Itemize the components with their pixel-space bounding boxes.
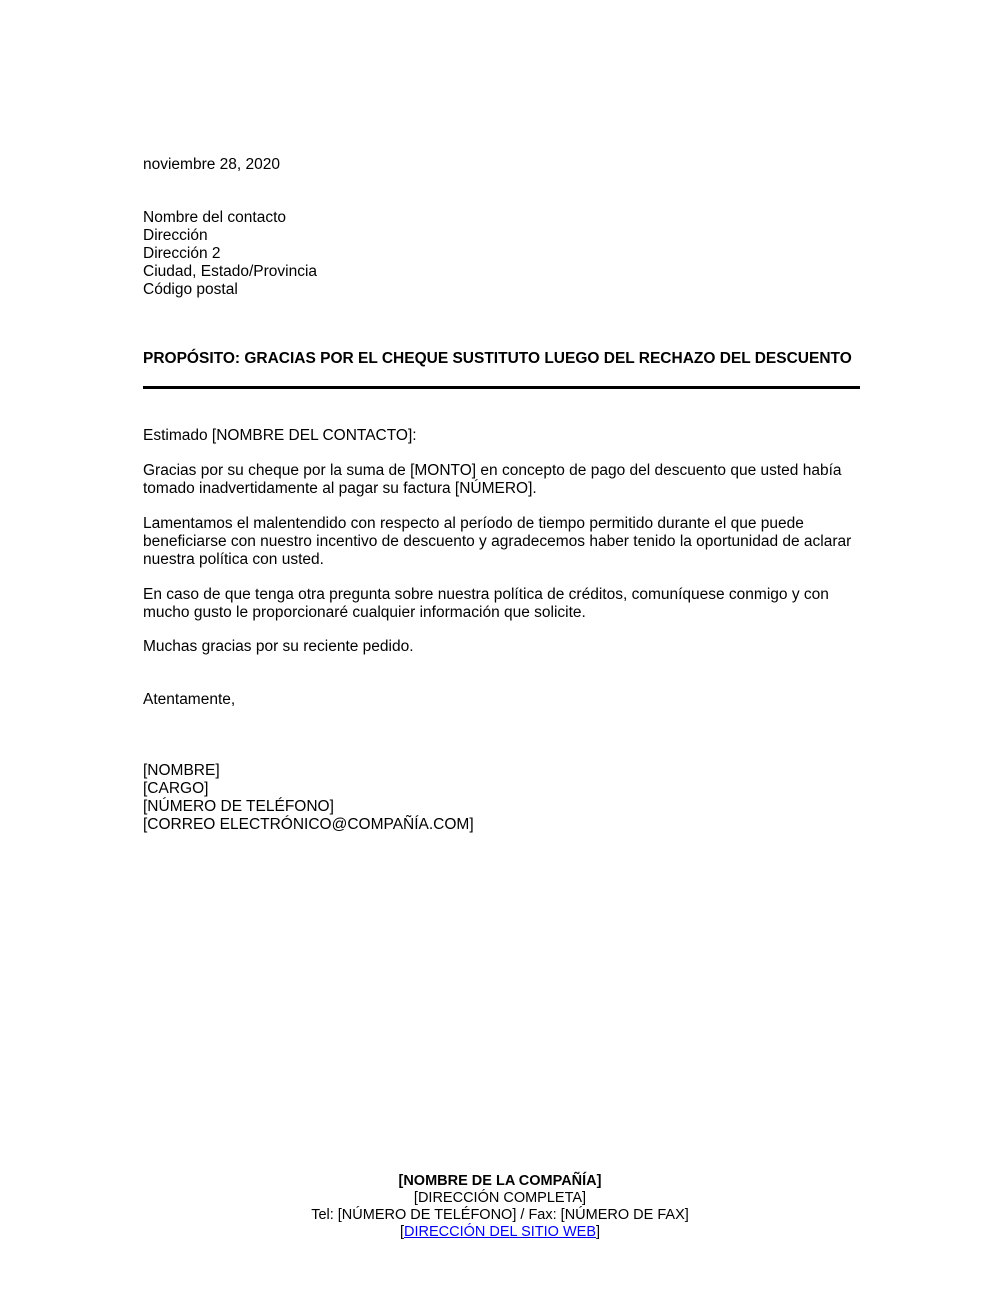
- recipient-city-state: Ciudad, Estado/Provincia: [143, 263, 318, 280]
- recipient-address: [143, 209, 317, 299]
- letter-closing: Atentamente,: [143, 691, 236, 708]
- body-paragraph-4: Muchas gracias por su reciente pedido.: [143, 638, 414, 655]
- signature-title: [CARGO]: [143, 780, 209, 797]
- signature-phone: [NÚMERO DE TELÉFONO]: [143, 798, 334, 815]
- footer-company-name: [NOMBRE DE LA COMPAÑÍA]: [398, 1173, 602, 1189]
- footer-contact: Tel: [NÚMERO DE TELÉFONO] / Fax: [NÚMERO DE FAX]: [311, 1207, 689, 1223]
- letter-date: noviembre 28, 2020: [143, 156, 281, 173]
- body-paragraph-2: Lamentamos el malentendido con respecto al período de tiempo permitido durante el que puede beneficiarse con nuestro incentivo de descuento y agradecemos haber tenido la oportunidad de aclarar nuestra política con usted.: [143, 515, 852, 568]
- letter-salutation: Estimado [NOMBRE DEL CONTACTO]:: [143, 427, 417, 444]
- recipient-address-line-2: Dirección 2: [143, 245, 221, 262]
- body-paragraph-1: Gracias por su cheque por la suma de [MONTO] en concepto de pago del descuento que usted había tomado inadvertidamente al pagar su factura [NÚMERO].: [143, 462, 842, 497]
- signature-email: [CORREO ELECTRÓNICO@COMPAÑÍA.COM]: [143, 816, 474, 833]
- signature-block: [143, 762, 474, 834]
- recipient-name: Nombre del contacto: [143, 209, 287, 226]
- subject-divider: [143, 386, 860, 389]
- footer-address: [DIRECCIÓN COMPLETA]: [413, 1190, 587, 1206]
- recipient-address-line-1: Dirección: [143, 227, 208, 244]
- signature-name: [NOMBRE]: [143, 762, 220, 779]
- letter-subject: PROPÓSITO: GRACIAS POR EL CHEQUE SUSTITUTO LUEGO DEL RECHAZO DEL DESCUENTO: [143, 350, 852, 367]
- website-link[interactable]: DIRECCIÓN DEL SITIO WEB: [403, 1224, 596, 1240]
- body-paragraph-3: En caso de que tenga otra pregunta sobre nuestra política de créditos, comuníquese conmigo y con mucho gusto le proporcionaré cualquier información que solicite.: [143, 586, 829, 621]
- footer-website-open-bracket: [: [399, 1224, 404, 1240]
- footer-website: [0, 1224, 1000, 1241]
- recipient-postal-code: Código postal: [143, 281, 238, 298]
- footer-website-close-bracket: ]: [596, 1224, 601, 1240]
- company-footer: [0, 1173, 1000, 1241]
